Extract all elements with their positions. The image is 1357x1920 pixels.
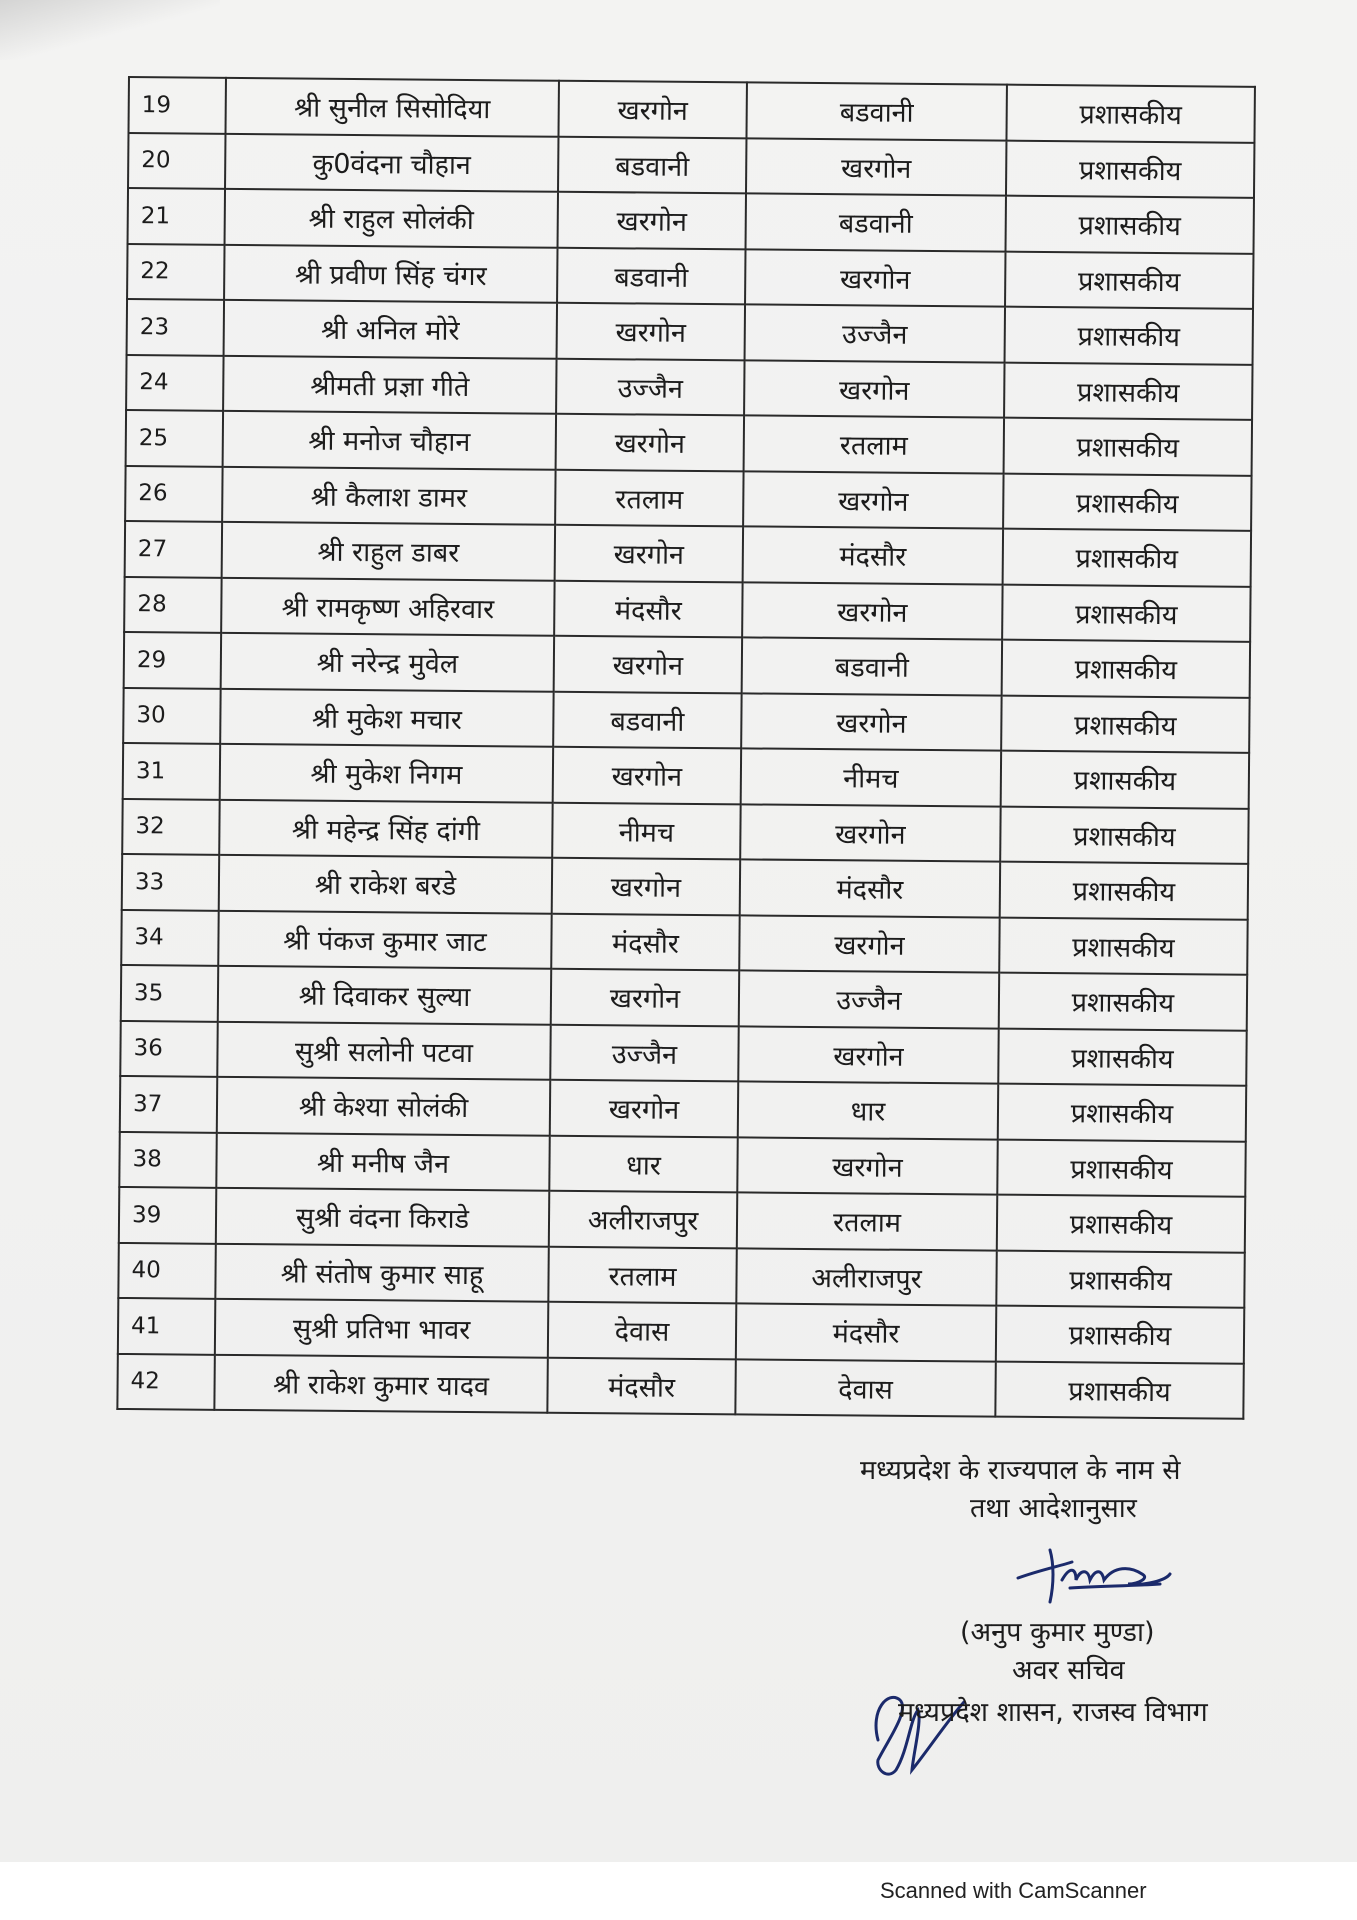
officer-name: श्री मुकेश निगम [220,744,553,802]
transfer-type: प्रशासकीय [995,1361,1243,1419]
serial-number: 21 [128,188,225,244]
to-district: नीमच [741,748,1001,806]
from-district: खरगोन [558,192,746,249]
table-row [128,133,1254,198]
officer-name: श्री सुनील सिसोदिया [226,78,559,136]
serial-number: 29 [124,632,221,688]
table-row [129,77,1255,142]
from-district: रतलाम [548,1246,736,1303]
page-fold-shadow [0,0,220,60]
table-row [127,299,1253,364]
transfer-type: प्रशासकीय [1000,806,1248,864]
table-row [120,1076,1246,1141]
officer-name: श्री प्रवीण सिंह चंगर [224,244,557,302]
table-row [123,687,1249,752]
transfer-table-body [117,77,1255,1419]
from-district: खरगोन [552,858,740,915]
transfer-table [116,76,1256,1420]
from-district: देवास [548,1302,736,1359]
table-row [126,410,1252,475]
table-row [117,1353,1243,1418]
transfer-type: प्रशासकीय [1006,140,1254,198]
serial-number: 20 [128,133,225,189]
from-district: बडवानी [558,136,746,193]
serial-number: 40 [118,1242,215,1298]
officer-name: श्री संतोष कुमार साहू [215,1243,548,1301]
from-district: खरगोन [553,747,741,804]
scanner-footer [0,1862,1357,1920]
transfer-type: प्रशासकीय [999,917,1247,975]
from-district: मंदसौर [554,580,742,637]
serial-number: 31 [123,743,220,799]
from-district: बडवानी [553,691,741,748]
department-line: मध्यप्रदेश शासन, राजस्व विभाग [898,1697,1208,1728]
table-row [127,244,1253,309]
officer-name: सुश्री वंदना किराडे [216,1188,549,1246]
transfer-type: प्रशासकीय [996,1306,1244,1364]
officer-name: श्री दिवाकर सुल्या [218,966,551,1024]
transfer-type: प्रशासकीय [1004,362,1252,420]
serial-number: 25 [126,410,223,466]
officer-name: श्री नरेन्द्र मुवेल [221,633,554,691]
to-district: खरगोन [745,249,1005,307]
transfer-type: प्रशासकीय [1005,251,1253,309]
table-row [125,465,1251,530]
table-row [119,1187,1245,1252]
transfer-type: प्रशासकीय [1001,695,1249,753]
officer-name: श्री अनिल मोरे [224,300,557,358]
serial-number: 42 [117,1353,214,1409]
table-row [124,576,1250,641]
officer-name: श्री मुकेश मचार [220,688,553,746]
transfer-type: प्रशासकीय [997,1139,1245,1197]
to-district: खरगोन [743,471,1003,529]
table-row [119,1131,1245,1196]
from-district: उज्जैन [550,1024,738,1081]
to-district: खरगोन [746,138,1006,196]
to-district: देवास [735,1359,995,1417]
table-row [124,632,1250,697]
to-district: खरगोन [739,915,999,973]
transfer-type: प्रशासकीय [1003,529,1251,587]
authority-line-2: तथा आदेशानुसार [970,1493,1137,1524]
serial-number: 39 [119,1187,216,1243]
to-district: खरगोन [742,582,1002,640]
officer-name: सुश्री सलोनी पटवा [217,1021,550,1079]
to-district: बडवानी [742,637,1002,695]
to-district: खरगोन [741,693,1001,751]
from-district: मंदसौर [551,913,739,970]
transfer-type: प्रशासकीय [1006,196,1254,254]
to-district: उज्जैन [739,970,999,1028]
officer-name: श्री कैलाश डामर [222,466,555,524]
from-district: धार [549,1135,737,1192]
table-row [118,1242,1244,1307]
transfer-type: प्रशासकीय [998,1084,1246,1142]
transfer-type: प्रशासकीय [1002,584,1250,642]
to-district: खरगोन [738,1026,998,1084]
transfer-type: प्रशासकीय [996,1250,1244,1308]
to-district: खरगोन [737,1137,997,1195]
serial-number: 27 [125,521,222,577]
transfer-type: प्रशासकीय [1003,473,1251,531]
from-district: खरगोन [558,81,746,138]
transfer-type: प्रशासकीय [1006,85,1254,143]
officer-name: श्री केश्या सोलंकी [217,1077,550,1135]
officer-name: श्रीमती प्रज्ञा गीते [223,355,556,413]
table-row [125,521,1251,586]
to-district: खरगोन [740,804,1000,862]
transfer-type: प्रशासकीय [1002,640,1250,698]
serial-number: 28 [124,576,221,632]
table-row [120,1020,1246,1085]
signature-mark [1010,1540,1180,1610]
serial-number: 23 [127,299,224,355]
from-district: बडवानी [557,247,745,304]
from-district: खरगोन [554,636,742,693]
to-district: मंदसौर [740,859,1000,917]
transfer-type: प्रशासकीय [1004,418,1252,476]
officer-name: सुश्री प्रतिभा भावर [215,1299,548,1357]
to-district: बडवानी [746,193,1006,251]
from-district: उज्जैन [556,358,744,415]
officer-name: श्री रामकृष्ण अहिरवार [221,577,554,635]
table-row [122,798,1248,863]
table-row [121,909,1247,974]
officer-name: श्री पंकज कुमार जाट [218,910,551,968]
from-district: मंदसौर [547,1357,735,1414]
to-district: उज्जैन [745,304,1005,362]
transfer-type: प्रशासकीय [997,1195,1245,1253]
to-district: रतलाम [737,1192,997,1250]
from-district: खरगोन [556,414,744,471]
table-row [128,188,1254,253]
from-district: खरगोन [551,969,739,1026]
serial-number: 35 [121,965,218,1021]
transfer-type: प्रशासकीय [998,1028,1246,1086]
transfer-type: प्रशासकीय [1000,862,1248,920]
serial-number: 26 [125,465,222,521]
serial-number: 37 [120,1076,217,1132]
officer-name: श्री राहुल सोलंकी [225,189,558,247]
to-district: धार [738,1081,998,1139]
signatory-block [960,1614,1155,1690]
scanner-label: Scanned with CamScanner [880,1878,1147,1903]
from-district: खरगोन [557,303,745,360]
transfer-type: प्रशासकीय [1001,751,1249,809]
table-row [126,354,1252,419]
to-district: अलीराजपुर [736,1248,996,1306]
officer-name: श्री राहुल डाबर [222,522,555,580]
authority-statement [860,1452,1300,1528]
signatory-designation: अवर सचिव [1012,1655,1125,1686]
officer-name: श्री महेन्द्र सिंह दांगी [219,799,552,857]
table-row [122,854,1248,919]
to-district: मंदसौर [743,526,1003,584]
authority-line-1: मध्यप्रदेश के राज्यपाल के नाम से [860,1455,1181,1486]
table-row [121,965,1247,1030]
serial-number: 38 [119,1131,216,1187]
to-district: रतलाम [744,415,1004,473]
serial-number: 30 [123,687,220,743]
serial-number: 34 [121,909,218,965]
serial-number: 33 [122,854,219,910]
to-district: बडवानी [746,82,1006,140]
officer-name: श्री राकेश कुमार यादव [214,1354,547,1412]
from-district: अलीराजपुर [549,1191,737,1248]
to-district: मंदसौर [736,1303,996,1361]
from-district: रतलाम [555,469,743,526]
serial-number: 22 [127,244,224,300]
officer-name: श्री मनीष जैन [216,1132,549,1190]
from-district: खरगोन [555,525,743,582]
table-row [123,743,1249,808]
serial-number: 41 [118,1298,215,1354]
signatory-name: (अनुप कुमार मुण्डा) [960,1617,1155,1648]
from-district: खरगोन [550,1080,738,1137]
transfer-type: प्रशासकीय [1005,307,1253,365]
table-row [118,1298,1244,1363]
serial-number: 24 [126,354,223,410]
serial-number: 36 [120,1020,217,1076]
officer-name: श्री राकेश बरडे [219,855,552,913]
officer-name: श्री मनोज चौहान [223,411,556,469]
to-district: खरगोन [744,360,1004,418]
officer-name: कु0वंदना चौहान [225,133,558,191]
transfer-type: प्रशासकीय [999,973,1247,1031]
from-district: नीमच [552,802,740,859]
serial-number: 19 [129,77,226,133]
serial-number: 32 [122,798,219,854]
